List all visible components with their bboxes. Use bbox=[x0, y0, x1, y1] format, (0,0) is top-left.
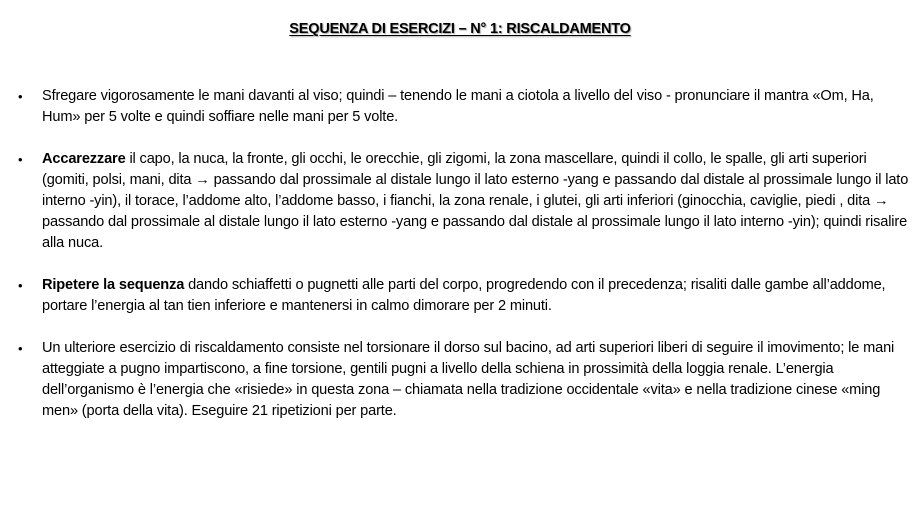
bullet-text: Sfregare vigorosamente le mani davanti al viso; quindi – tenendo le mani a ciotola a livello del viso - pronunciare il mantra «Om, Ha, Hum» per 5 volte e quindi soffiare nelle mani per 5 volte. bbox=[42, 88, 874, 125]
page-title: SEQUENZA DI ESERCIZI – N° 1: RISCALDAMENTO bbox=[289, 21, 631, 37]
bullet-item-torsion bbox=[18, 338, 910, 422]
bullet-dot-icon: • bbox=[18, 341, 23, 356]
bullet-lead-bold: Ripetere la sequenza bbox=[42, 277, 185, 293]
bullet-item-repeat bbox=[18, 275, 910, 317]
bullet-lead-bold: Accarezzare bbox=[42, 151, 126, 167]
bullet-item-caress bbox=[18, 149, 910, 254]
bullet-text: il capo, la nuca, la fronte, gli occhi, le orecchie, gli zigomi, la zona mascellare, quindi il collo, le spalle, gli arti superiori (gomiti, polsi, mani, dita → passando dal prossimale al distale lungo il lato esterno -yang e passando dal distale al prossimale lungo il lato interno -yin), il torace, l’addome alto, l’addome basso, i fianchi, la zona renale, i glutei, gli arti inferiori (ginocchia, caviglie, piedi , dita → passando dal prossimale al distale lungo il lato esterno -yang e passando dal distale al prossimale lungo il lato interno -yin); quindi risalire alla nuca. bbox=[42, 151, 909, 251]
bullet-text: dando schiaffetti o pugnetti alle parti del corpo, progredendo con il precedenza; risaliti dalle gambe all’addome, portare l’energia al tan tien inferiore e mantenersi in calmo dimorare per 2 minuti. bbox=[42, 277, 886, 314]
bullet-dot-icon: • bbox=[18, 89, 23, 104]
bullet-dot-icon: • bbox=[18, 278, 23, 293]
bullet-text: Un ulteriore esercizio di riscaldamento consiste nel torsionare il dorso sul bacino, ad arti superiori liberi di seguire il imovimento; le mani atteggiate a pugno impartiscono, a fine torsione, gentili pugni a livello della schiena in prossimità della loggia renale. L’energia dell’organismo è l’energia che «risiede» in questa zona – chiamata nella tradizione occidentale «vita» e nella tradizione cinese «ming men» (porta della vita). Eseguire 21 ripetizioni per parte. bbox=[42, 340, 895, 419]
bullet-item-rub-hands bbox=[18, 86, 910, 128]
bullet-list bbox=[18, 86, 910, 443]
bullet-dot-icon: • bbox=[18, 152, 23, 167]
